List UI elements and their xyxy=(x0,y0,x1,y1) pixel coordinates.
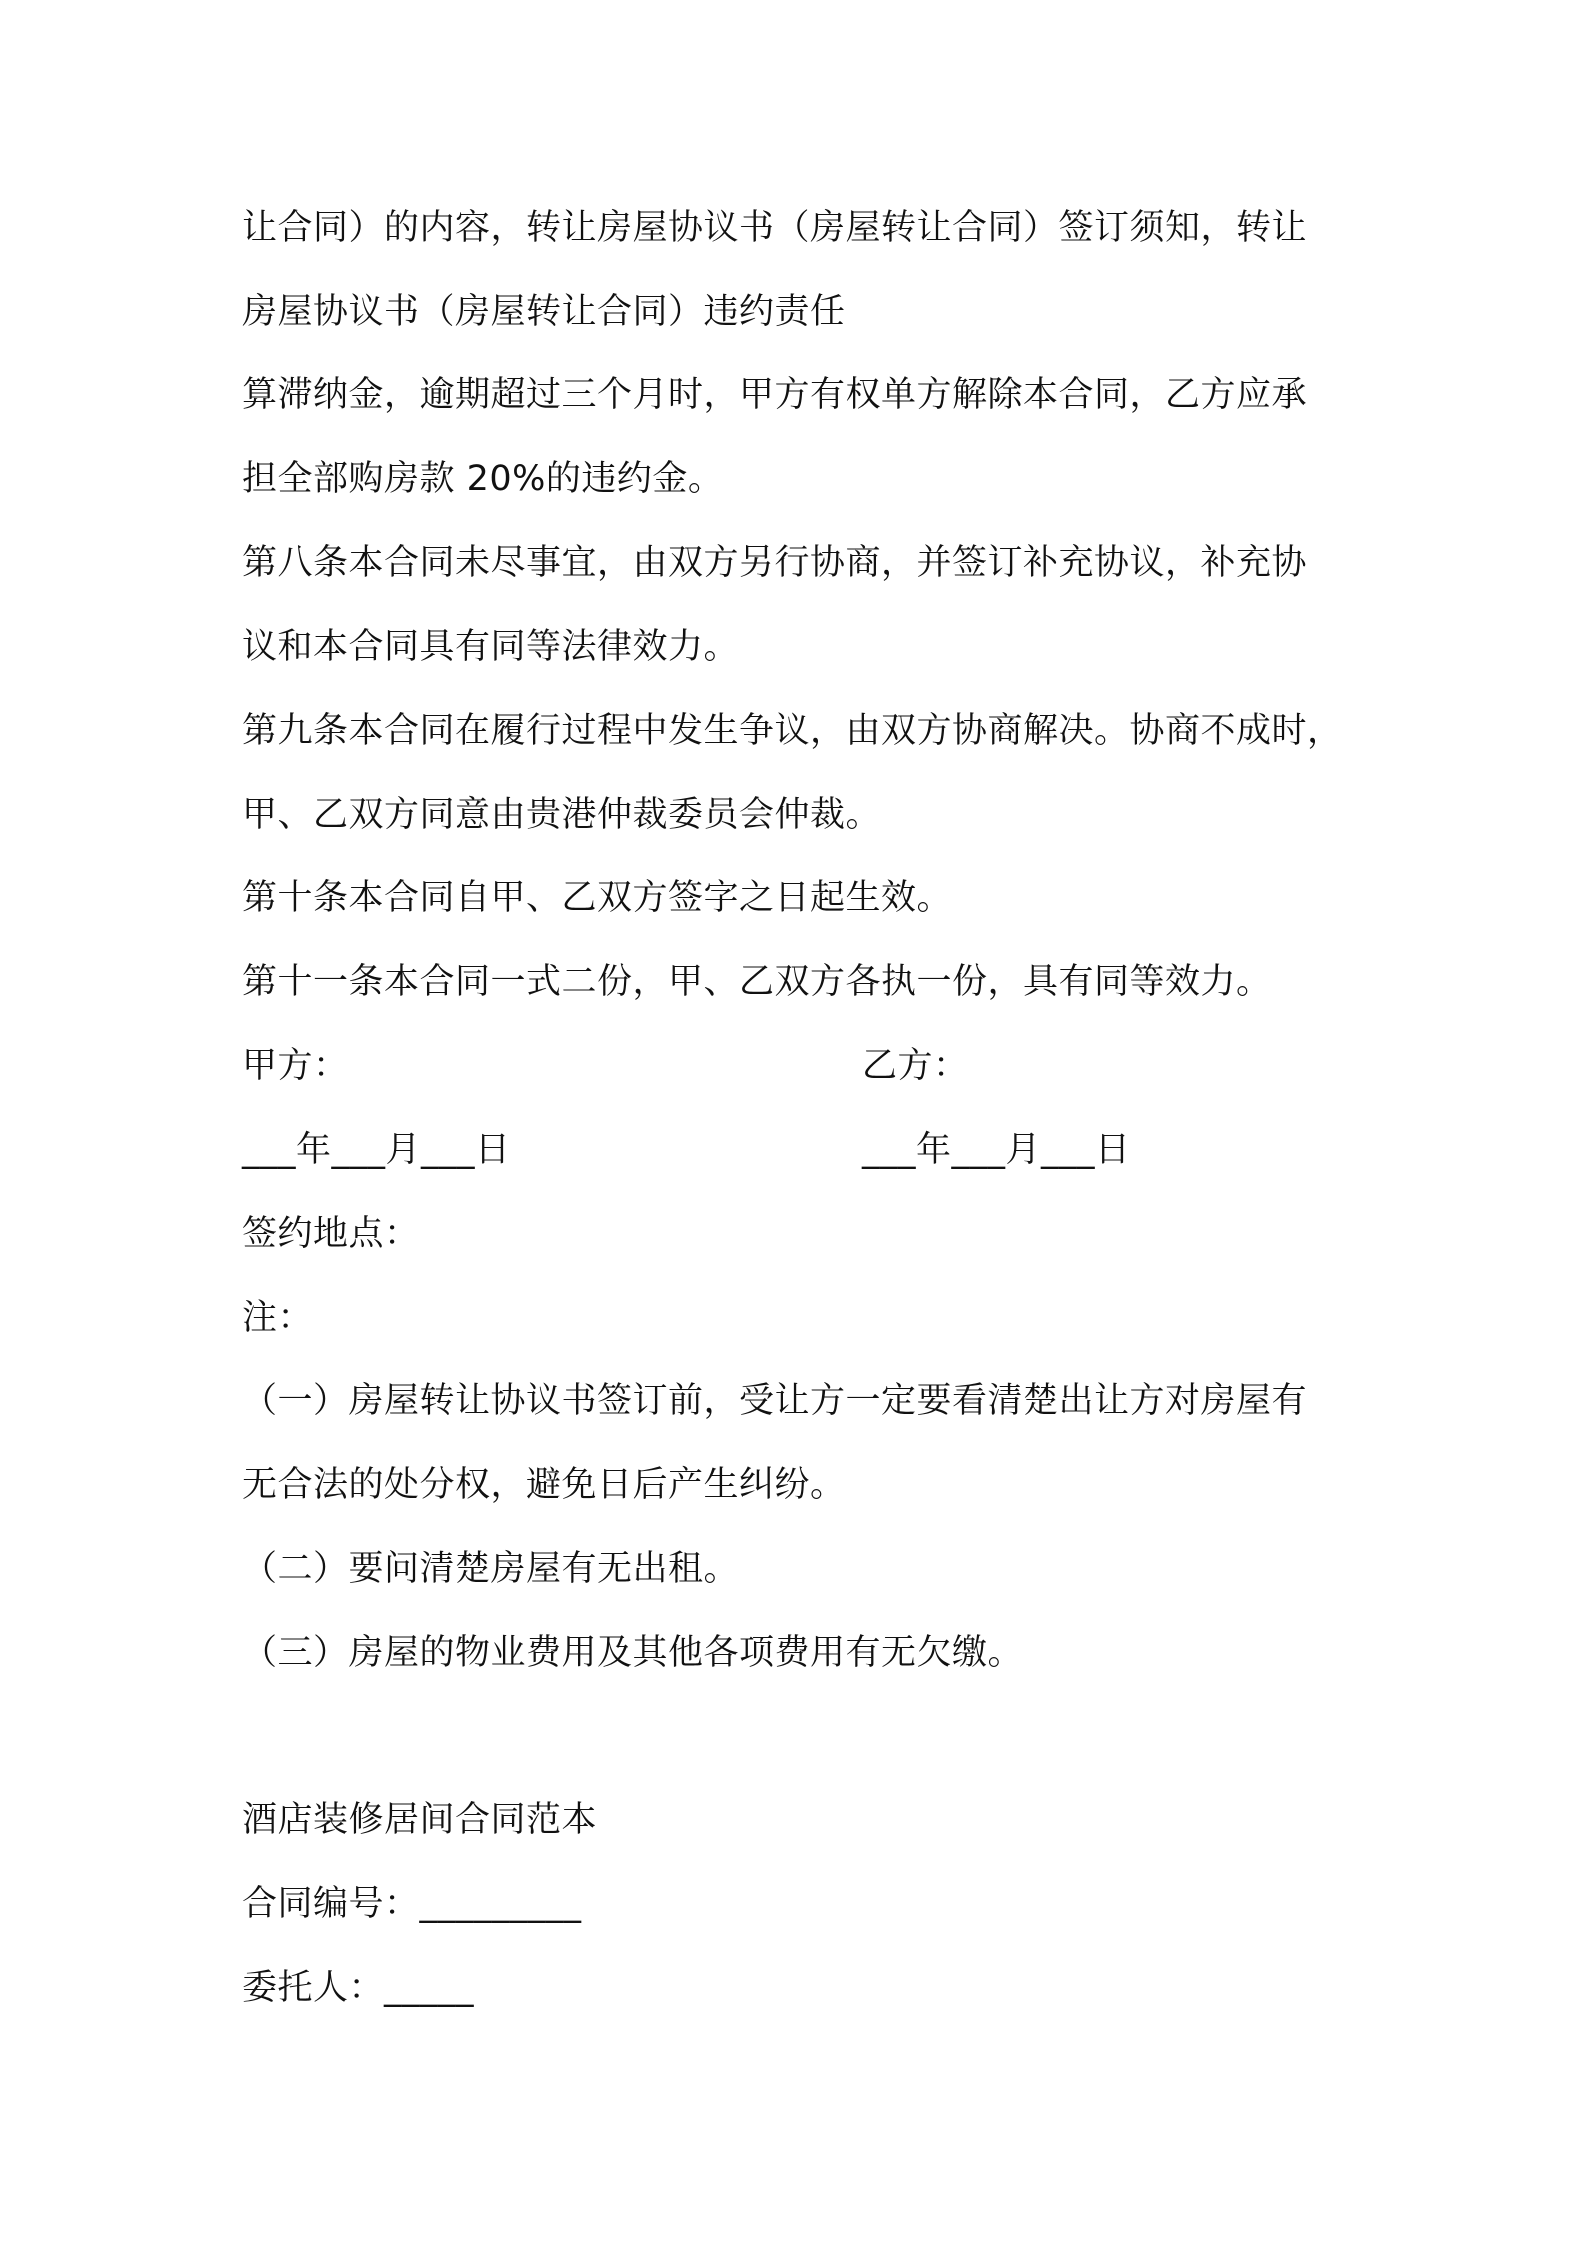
contract-number-field: 合同编号：_________ xyxy=(242,1884,582,1924)
paragraph-line: 担全部购房款 20%的违约金。 xyxy=(242,459,724,499)
note-item-1: （一）房屋转让协议书签订前，受让方一定要看清楚出让方对房屋有 xyxy=(242,1381,1308,1421)
note-item-3: （三）房屋的物业费用及其他各项费用有无欠缴。 xyxy=(242,1633,1024,1673)
signing-location-label: 签约地点： xyxy=(242,1214,420,1254)
client-field: 委托人：_____ xyxy=(242,1968,475,2008)
article-9-line: 第九条本合同在履行过程中发生争议，由双方协商解决。协商不成时， xyxy=(242,711,1343,751)
article-8-line: 第八条本合同未尽事宜，由双方另行协商，并签订补充协议，补充协 xyxy=(242,543,1308,583)
paragraph-line: 房屋协议书（房屋转让合同）违约责任 xyxy=(242,292,846,332)
note-item-2: （二）要问清楚房屋有无出租。 xyxy=(242,1549,740,1589)
paragraph-line: 算滞纳金，逾期超过三个月时，甲方有权单方解除本合同，乙方应承 xyxy=(242,375,1308,415)
paragraph-line: 议和本合同具有同等法律效力。 xyxy=(242,627,740,667)
article-11-line: 第十一条本合同一式二份，甲、乙双方各执一份，具有同等效力。 xyxy=(242,962,1272,1002)
article-10-line: 第十条本合同自甲、乙双方签字之日起生效。 xyxy=(242,878,953,918)
note-label: 注： xyxy=(242,1298,314,1338)
paragraph-line: 让合同）的内容，转让房屋协议书（房屋转让合同）签订须知，转让 xyxy=(242,208,1308,248)
party-b-date: ___年___月___日 xyxy=(862,1130,1131,1170)
party-a-date: ___年___月___日 xyxy=(242,1130,511,1170)
section-title: 酒店装修居间合同范本 xyxy=(242,1800,598,1840)
party-b-label: 乙方： xyxy=(862,1046,969,1086)
note-item-1-cont: 无合法的处分权，避免日后产生纠纷。 xyxy=(242,1465,846,1505)
party-a-label: 甲方： xyxy=(242,1046,349,1086)
paragraph-line: 甲、乙双方同意由贵港仲裁委员会仲裁。 xyxy=(242,795,882,835)
